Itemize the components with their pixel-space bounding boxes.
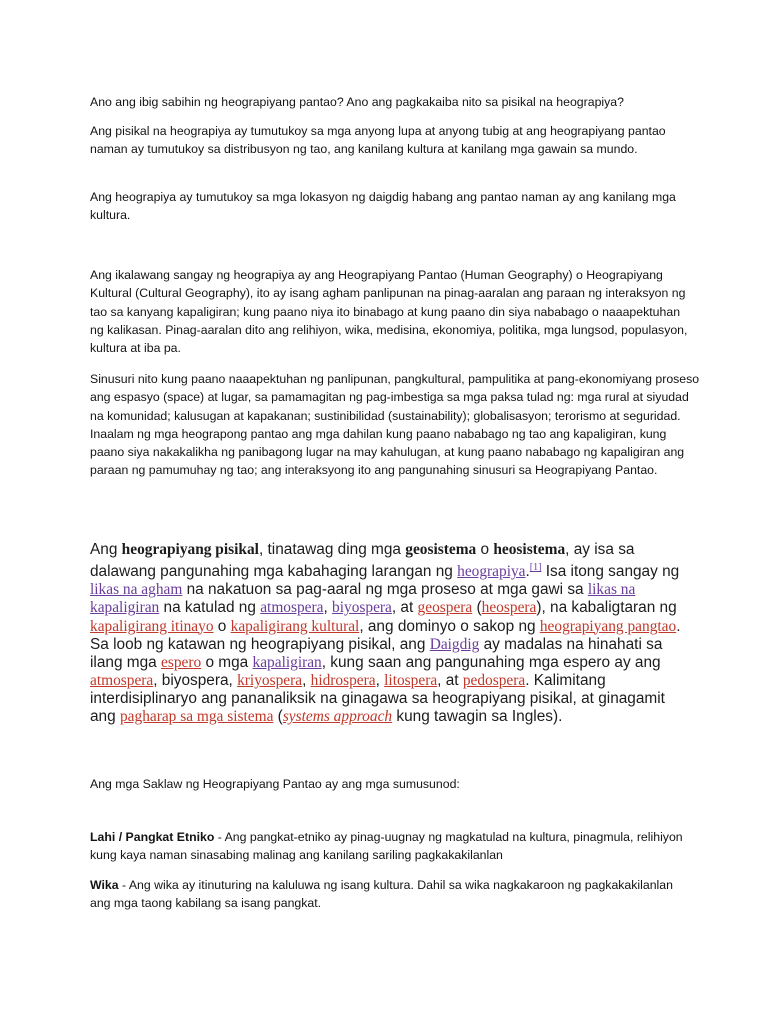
link-atmospera-2[interactable]: atmospera — [90, 671, 154, 689]
text-segment: Isa itong sangay ng — [541, 563, 680, 581]
text-segment: . — [676, 617, 681, 635]
reference-link-1[interactable]: [1] — [529, 562, 542, 574]
text-segment: , tinatawag ding mga — [258, 541, 406, 558]
link-likas-na-kapaligiran[interactable]: likas na kapaligiran — [90, 581, 636, 617]
link-kapaligiran[interactable]: kapaligiran — [252, 653, 322, 671]
paragraph-saklaw-heading: Ang mga Saklaw ng Heograpiyang Pantao ay ang mga sumusunod: — [90, 777, 460, 791]
link-heospera[interactable]: heospera — [481, 599, 537, 617]
link-pagharap-sa-mga-sistema[interactable]: pagharap sa mga sistema — [119, 707, 274, 725]
paragraph-pisikal-pantao: Ang pisikal na heograpiya ay tumutukoy sa mga anyong lupa at anyong tubig at ang heograpiyang pantao naman ay tumutukoy sa distribusyon ng tao, ang kanilang kultura at kanilang mga gawain sa mundo. — [90, 124, 666, 157]
paragraph-lokasyon: Ang heograpiya ay tumutukoy sa mga lokasyon ng daigdig habang ang pantao naman ay ang kanilang mga kultura. — [90, 190, 676, 223]
term-wika: Wika — [90, 878, 119, 892]
link-kriyospera[interactable]: kriyospera — [237, 671, 303, 689]
text-segment: , at — [437, 671, 463, 689]
text-segment: na katulad ng — [159, 599, 261, 617]
text-segment: ), na kabaligtaran ng — [536, 599, 677, 617]
link-daigdig[interactable]: Daigdig — [429, 635, 480, 653]
paragraph-wika — [90, 876, 690, 913]
link-heograpiya[interactable]: heograpiya — [457, 563, 526, 581]
link-geospera[interactable]: geospera — [417, 599, 473, 617]
text-segment: . — [525, 563, 530, 581]
link-atmospera[interactable]: atmospera — [260, 599, 324, 617]
text-segment: o — [213, 617, 231, 635]
paragraph-lahi — [90, 828, 690, 865]
text-segment: Ang — [90, 541, 122, 558]
link-likas-na-agham[interactable]: likas na agham — [90, 581, 183, 599]
link-heograpiyang-pangtao[interactable]: heograpiyang pangtao — [539, 617, 677, 635]
text-segment: , at — [391, 599, 418, 617]
text-segment: o — [476, 541, 494, 558]
text-segment: , kung saan ang pangunahing mga espero ay ang — [321, 653, 661, 671]
text-segment: . Kalimitang interdisiplinaryo ang pananaliksik na ginagawa sa heograpiyang pisikal, at ginagamit ang — [90, 671, 665, 725]
text-segment: ay madalas na hinahati sa ilang mga — [90, 635, 663, 671]
paragraph-heograpiyang-pisikal — [90, 541, 690, 726]
link-systems-approach[interactable]: systems approach — [282, 707, 393, 725]
link-hidrospera[interactable]: hidrospera — [310, 671, 376, 689]
text-segment: , biyospera, — [153, 671, 238, 689]
text-segment: o mga — [201, 653, 253, 671]
link-biyospera[interactable]: biyospera — [332, 599, 392, 617]
term-heograpiyang-pisikal: heograpiyang pisikal — [121, 541, 259, 558]
link-litospera[interactable]: litospera — [384, 671, 438, 689]
link-kapaligirang-kultural[interactable]: kapaligirang kultural — [230, 617, 360, 635]
text-segment: , ay isa sa dalawang pangunahing mga kabahaging larangan ng — [90, 541, 635, 581]
link-espero[interactable]: espero — [161, 653, 202, 671]
text-segment: , ang dominyo o sakop ng — [359, 617, 540, 635]
text-segment: , — [323, 599, 333, 617]
text-segment: ( — [472, 599, 482, 617]
link-pedospera[interactable]: pedospera — [462, 671, 526, 689]
paragraph-ikalawang-sangay: Ang ikalawang sangay ng heograpiya ay ang Heograpiyang Pantao (Human Geography) o Heograpiyang Kultural (Cultural Geography), ito ay isang agham panlipunan na pinag-aaralan ang paraan ng interaksyon ng tao sa kanyang kapaligiran; kung paano niya ito binabago at kung paano din siya nababago o naaapektuhan ng kalikasan. Pinag-aaralan dito ang relihiyon, wika, medisina, ekonomiya, politika, mga lungsod, populasyon, kultura at iba pa. — [90, 268, 688, 356]
definition-lahi: - Ang pangkat-etniko ay pinag-uugnay ng magkatulad na kultura, pinagmula, relihiyon kung kaya naman sinasabing malinag ang kanilang sariling pagkakakilanlan — [90, 830, 683, 863]
term-heosistema: heosistema — [493, 541, 566, 558]
definition-wika: - Ang wika ay itinuturing na kaluluwa ng isang kultura. Dahil sa wika nagkakaroon ng pagkakakilanlan ang mga taong kabilang sa isang pangkat. — [90, 878, 673, 911]
text-segment: ( — [273, 707, 283, 725]
text-segment: , — [375, 671, 385, 689]
text-segment: Sa loob ng katawan ng heograpiyang pisikal, ang — [90, 635, 430, 653]
term-geosistema: geosistema — [405, 541, 477, 558]
term-lahi-pangkat-etniko: Lahi / Pangkat Etniko — [90, 830, 215, 844]
paragraph-sinusuri: Sinusuri nito kung paano naaapektuhan ng panlipunan, pangkultural, pampulitika at pang-ekonomiyang proseso ang espasyo (space) at lugar, sa pamamagitan ng pag-imbestiga sa mga paksa tulad ng: mga rural at siyudad na komunidad; kalusugan at kapakanan; sustinibilidad (sustainability); globalisasyon; terorismo at seguridad. Inaalam ng mga heograpong pantao ang mga dahilan kung paano nababago ng tao ang kapaligiran, kung paano siya nakakalikha ng panibagong lugar na may kahulugan, at kung paano nababago ng kapaligiran ang paraan ng pamumuhay ng tao; ang interaksyong ito ang pangunahing sinusuri sa Heograpiyang Pantao. — [90, 372, 700, 478]
link-kapaligirang-itinayo[interactable]: kapaligirang itinayo — [90, 617, 214, 635]
question-paragraph: Ano ang ibig sabihin ng heograpiyang pantao? Ano ang pagkakaiba nito sa pisikal na heograpiya? — [90, 95, 624, 109]
text-segment: , — [302, 671, 311, 689]
text-segment: kung tawagin sa Ingles). — [392, 707, 563, 725]
text-segment: na nakatuon sa pag-aaral ng mga proseso at mga gawi sa — [182, 581, 588, 599]
